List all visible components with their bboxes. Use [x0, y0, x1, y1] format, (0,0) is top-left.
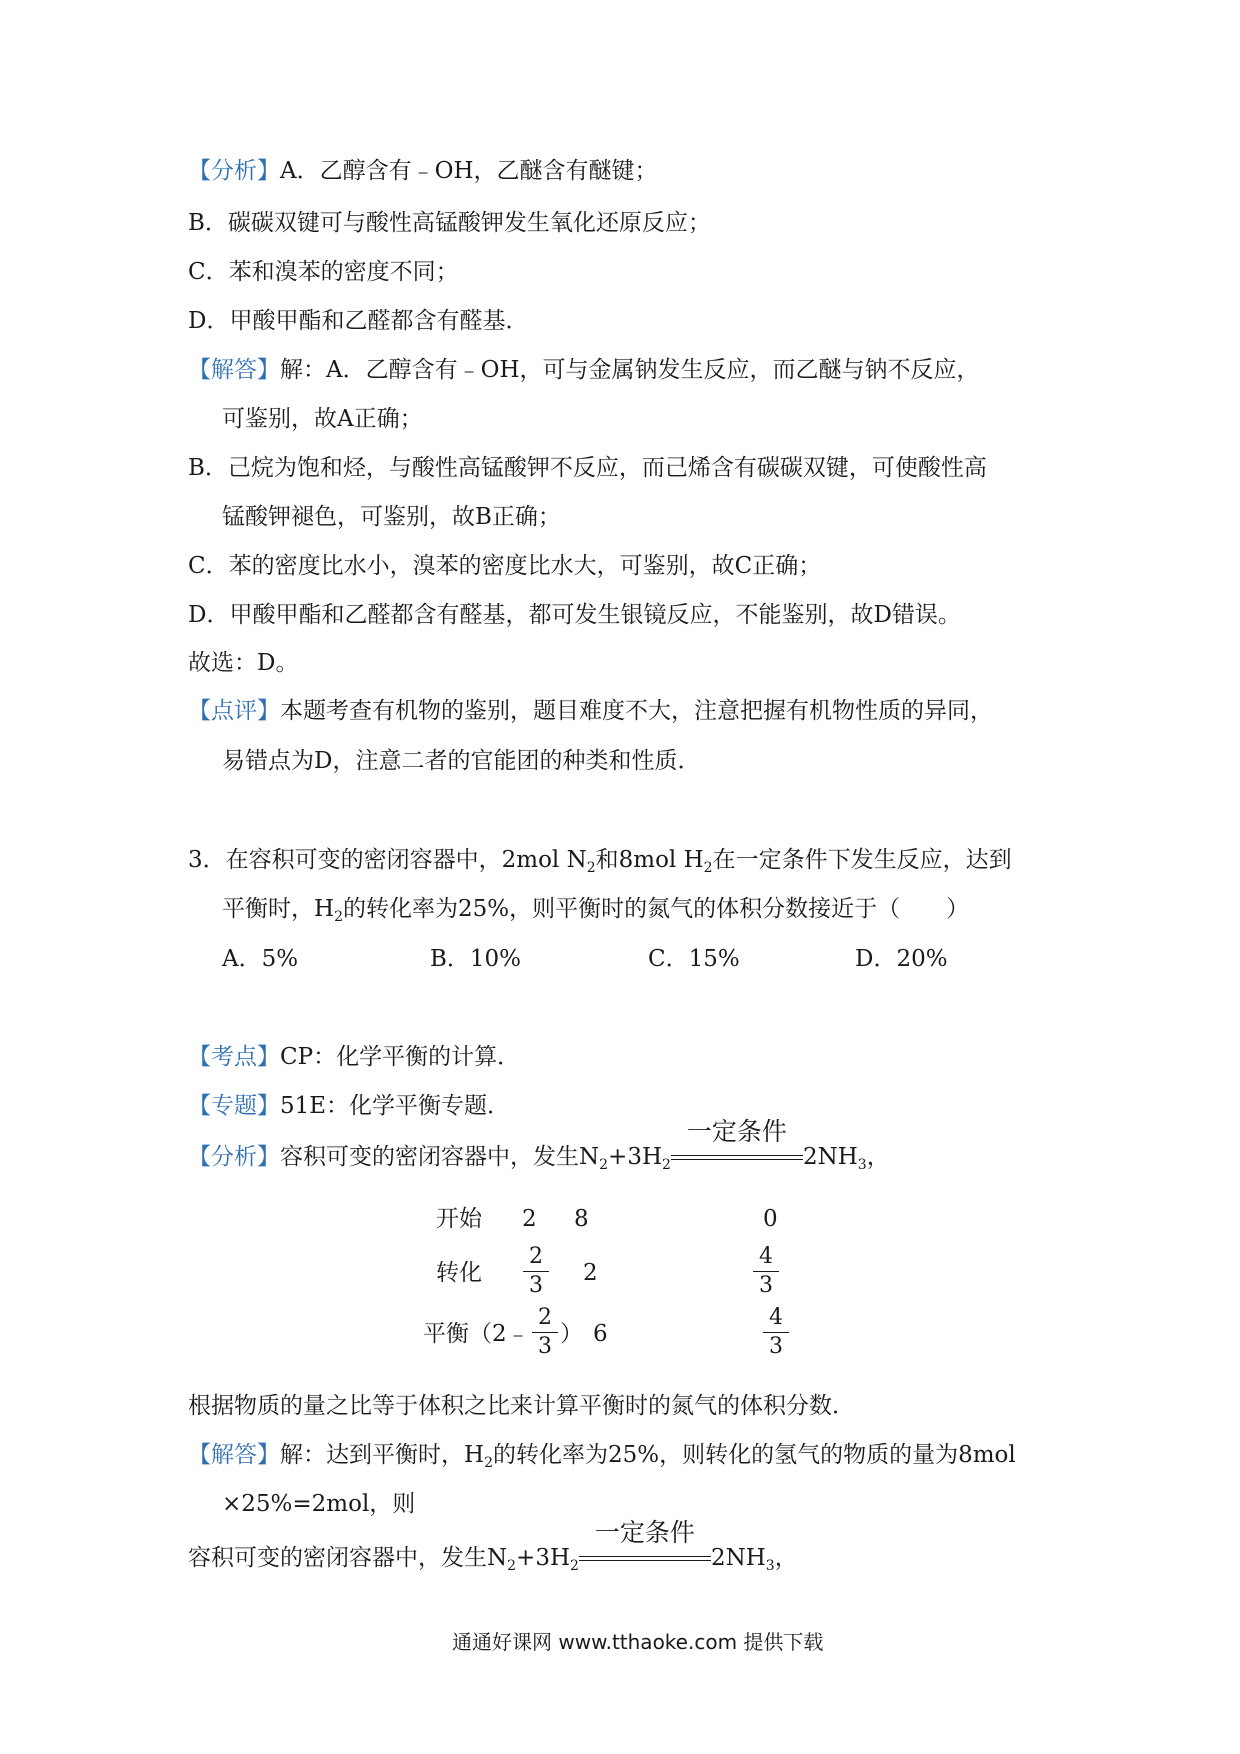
eq1-line-bottom	[671, 1159, 803, 1160]
eq2-line-bottom	[579, 1560, 711, 1561]
answer3-h2-sub: 2	[484, 1455, 493, 1471]
answer-line-a2: 可鉴别，故A正确；	[222, 406, 423, 432]
eq2-condition-text: 一定条件	[594, 1518, 695, 1547]
q2-text-post: 的转化率为25%，则平衡时的氮气的体积分数接近于（ ）	[342, 896, 970, 922]
fraction-bar	[753, 1271, 779, 1272]
answer-tag: 【解答】	[188, 357, 280, 383]
answer-line-d: D．甲酸甲酯和乙醛都含有醛基，都可发生银镜反应，不能鉴别，故D错误。	[188, 602, 961, 628]
zhuanti-text: 51E：化学平衡专题．	[280, 1093, 511, 1119]
eq2-plus-h: +3H	[516, 1545, 571, 1571]
row3-n2-num: 2	[538, 1305, 552, 1330]
row2-label: 转化	[436, 1260, 482, 1286]
review-line-2: 易错点为D，注意二者的官能团的种类和性质．	[222, 748, 701, 774]
row2-n2-den: 3	[529, 1273, 543, 1298]
eq2-h2-sub: 2	[570, 1558, 579, 1574]
row3-label: 平衡（2﹣	[423, 1321, 530, 1347]
analysis-text-a: A．乙醇含有﹣OH，乙醚含有醚键；	[280, 158, 658, 184]
fraction-bar	[532, 1332, 558, 1333]
analysis3-tag: 【分析】	[188, 1144, 280, 1170]
review-tag: 【点评】	[188, 698, 280, 724]
answer-line-b2: 锰酸钾褪色，可鉴别，故B正确；	[222, 504, 561, 530]
answer3-l3-pre: 容积可变的密闭容器中，发生N	[188, 1545, 508, 1571]
row3-h2: 6	[593, 1321, 608, 1347]
eq1-product: 2NH	[802, 1144, 858, 1170]
eq2-condition-arrow	[579, 1518, 711, 1571]
eq2-product: 2NH	[710, 1545, 766, 1571]
row3-n2-fraction	[532, 1307, 558, 1358]
row1-n2: 2	[522, 1206, 537, 1232]
answer3-line-2: ×25%=2mol，则	[222, 1491, 416, 1517]
q2-text-pre: 平衡时，H	[222, 896, 335, 922]
eq1-n2-sub: 2	[599, 1157, 609, 1173]
answer3-l1-pre: 解：达到平衡时，H	[280, 1442, 485, 1468]
answer-line-a1	[188, 359, 980, 382]
eq1-plus-h: +3H	[608, 1144, 663, 1170]
eq1-condition-text: 一定条件	[686, 1117, 787, 1146]
kaodian-line	[188, 1046, 520, 1069]
review-text-1: 本题考查有机物的鉴别，题目难度不大，注意把握有机物性质的异同，	[280, 698, 993, 724]
answer-line-c: C．苯的密度比水小，溴苯的密度比水大，可鉴别，故C正确；	[188, 553, 822, 579]
answer-text-a1: 解：A．乙醇含有﹣OH，可与金属钠发生反应，而乙醚与钠不反应，	[280, 357, 980, 383]
eq1-condition-arrow	[671, 1117, 803, 1170]
option-d: D．20%	[855, 946, 948, 972]
eq1-tail: ，	[866, 1144, 890, 1170]
question-line-2	[222, 898, 969, 924]
eq2-tail: ，	[774, 1545, 798, 1571]
analysis-line-c: C．苯和溴苯的密度不同；	[188, 259, 459, 285]
row3-n2-den: 3	[538, 1334, 552, 1359]
row2-n2-num: 2	[529, 1244, 543, 1269]
q-sub-h2: 2	[703, 860, 713, 876]
row2-nh3-den: 3	[759, 1273, 773, 1298]
row2-nh3-fraction	[753, 1246, 779, 1297]
answer3-equation-line	[188, 1518, 798, 1574]
footer-credit: 通通好课网 www.tthaoke.com 提供下载	[452, 1630, 824, 1654]
row1-h2: 8	[574, 1206, 589, 1232]
answer3-tag: 【解答】	[188, 1442, 280, 1468]
row3-nh3-fraction	[763, 1307, 789, 1358]
q-sub-n2: 2	[586, 860, 596, 876]
eq1-line-top	[671, 1155, 803, 1156]
q2-sub-h2: 2	[334, 909, 343, 925]
row2-h2: 2	[583, 1260, 598, 1286]
analysis3-pre: 容积可变的密闭容器中，发生N	[280, 1144, 600, 1170]
q-text-post: 在一定条件下发生反应，达到	[712, 847, 1012, 873]
kaodian-tag: 【考点】	[188, 1044, 280, 1070]
row2-n2-fraction	[523, 1246, 549, 1297]
zhuanti-tag: 【专题】	[188, 1093, 280, 1119]
kaodian-text: CP：化学平衡的计算．	[280, 1044, 521, 1070]
analysis3-equation-line	[188, 1117, 890, 1173]
fraction-bar	[523, 1271, 549, 1272]
row3-nh3-den: 3	[769, 1334, 783, 1359]
option-b: B．10%	[430, 946, 522, 972]
eq1-h2-sub: 2	[662, 1157, 671, 1173]
answer3-l1-post: 的转化率为25%，则转化的氢气的物质的量为8mol	[492, 1442, 1016, 1468]
question-line-1	[188, 849, 1012, 875]
row2-nh3-num: 4	[759, 1244, 773, 1269]
option-c: C．15%	[648, 946, 740, 972]
eq1-nh3-sub: 3	[857, 1157, 867, 1173]
q-text-pre: 3．在容积可变的密闭容器中，2mol N	[188, 847, 587, 873]
row3-close: ）	[560, 1321, 583, 1347]
eq2-n2-sub: 2	[507, 1558, 517, 1574]
row3-nh3-num: 4	[769, 1305, 783, 1330]
answer-line-b1: B．己烷为饱和烃，与酸性高锰酸钾不反应，而己烯含有碳碳双键，可使酸性高	[188, 455, 987, 481]
fraction-bar	[763, 1332, 789, 1333]
analysis-tag: 【分析】	[188, 158, 280, 184]
analysis3-conclusion: 根据物质的量之比等于体积之比来计算平衡时的氮气的体积分数．	[188, 1393, 855, 1419]
eq2-nh3-sub: 3	[765, 1558, 775, 1574]
analysis-line-d: D．甲酸甲酯和乙醛都含有醛基．	[188, 308, 529, 334]
row1-label: 开始	[436, 1206, 482, 1232]
analysis-line-b: B．碳碳双键可与酸性高锰酸钾发生氧化还原反应；	[188, 210, 711, 236]
zhuanti-line	[188, 1095, 510, 1118]
answer3-line-1	[188, 1444, 1016, 1470]
option-a: A．5%	[222, 946, 299, 972]
eq2-line-top	[579, 1556, 711, 1557]
row1-nh3: 0	[763, 1206, 778, 1232]
q-text-mid: 和8mol H	[595, 847, 704, 873]
answer-choice: 故选：D。	[188, 650, 299, 676]
review-line-1	[188, 700, 993, 723]
analysis-line-a	[188, 160, 658, 183]
